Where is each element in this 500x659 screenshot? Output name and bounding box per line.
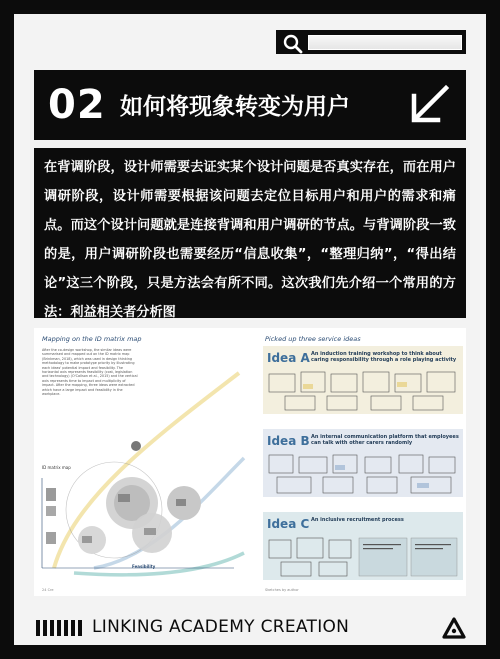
idea-b-label: Idea B <box>267 434 310 448</box>
intro-paragraph-box <box>34 148 466 318</box>
section-number: 02 <box>48 82 106 128</box>
idea-b-card <box>263 429 463 497</box>
service-ideas-title: Picked up three service ideas <box>265 335 361 343</box>
idea-c-subtitle: An inclusive recruitment process <box>311 517 404 523</box>
idea-c-sketch <box>267 534 459 578</box>
idea-b-sketch <box>267 451 459 495</box>
barcode-decoration <box>36 620 84 636</box>
page-border-top <box>0 0 500 14</box>
case-study-photo <box>34 328 466 596</box>
page-border-left <box>0 0 14 659</box>
intro-paragraph: 在背调阶段，设计师需要去证实某个设计问题是否真实存在，而在用户调研阶段，设计师需要根据该问题去定位目标用户和用户的需求和痛点。而这个设计问题就是连接背调和用户调研的节点。与背调阶段一致的是，用户调研阶段也需要经历“信息收集”，“整理归纳”，“得出结论”这三个阶段，只是方法会有所不同。这次我们先介绍一个常用的方法：利益相关者分析图 <box>44 160 456 320</box>
triangle-logo-icon <box>442 617 466 639</box>
feasibility-axis-label: Feasibility <box>132 564 156 569</box>
footer-brand-text: LINKING ACADEMY CREATION <box>92 617 350 637</box>
idea-a-sketch <box>267 368 459 412</box>
id-matrix-diagram <box>34 328 259 596</box>
left-page-footer: 24 Cre <box>42 588 54 592</box>
matrix-map-panel <box>34 328 259 596</box>
page-border-bottom <box>0 645 500 659</box>
search-bar[interactable] <box>276 30 466 54</box>
idea-a-card <box>263 346 463 414</box>
matrix-map-label: ID matrix map <box>42 465 71 470</box>
idea-c-label: Idea C <box>267 517 310 531</box>
matrix-map-description: After the co-design workshop, the similar ideas were summarised and mapped out on the ID matrix map (Brinkman, 2018), which was used in design thinking methodology to make prototype priority by illustrating each ideas' potential impact and feasibility. The horizontal axis represents feasibility (cost, legislation and technology) (O'Callson et al., 2015) and the vertical axis represents time to impact and multiplicity of impact. After the mapping, three ideas were extracted which have a large impact and feasibility in the workplace. <box>42 348 138 397</box>
search-icon[interactable] <box>282 33 304 55</box>
arrow-down-left-icon <box>406 82 452 128</box>
idea-a-subtitle: An induction training workshop to think about caring responsibility through a role playing activity <box>311 351 457 363</box>
title-banner <box>34 70 466 140</box>
idea-a-label: Idea A <box>267 351 310 365</box>
page-title: 如何将现象转变为用户 <box>120 94 350 120</box>
matrix-map-title: Mapping on the ID matrix map <box>42 335 142 343</box>
idea-b-subtitle: An internal communication platform that employees can talk with other carers randomly <box>311 434 459 446</box>
service-ideas-panel <box>259 328 466 596</box>
page-border-right <box>486 0 500 659</box>
idea-c-card <box>263 512 463 580</box>
right-page-footer: Sketches by author <box>265 588 299 592</box>
search-input[interactable] <box>308 35 462 50</box>
